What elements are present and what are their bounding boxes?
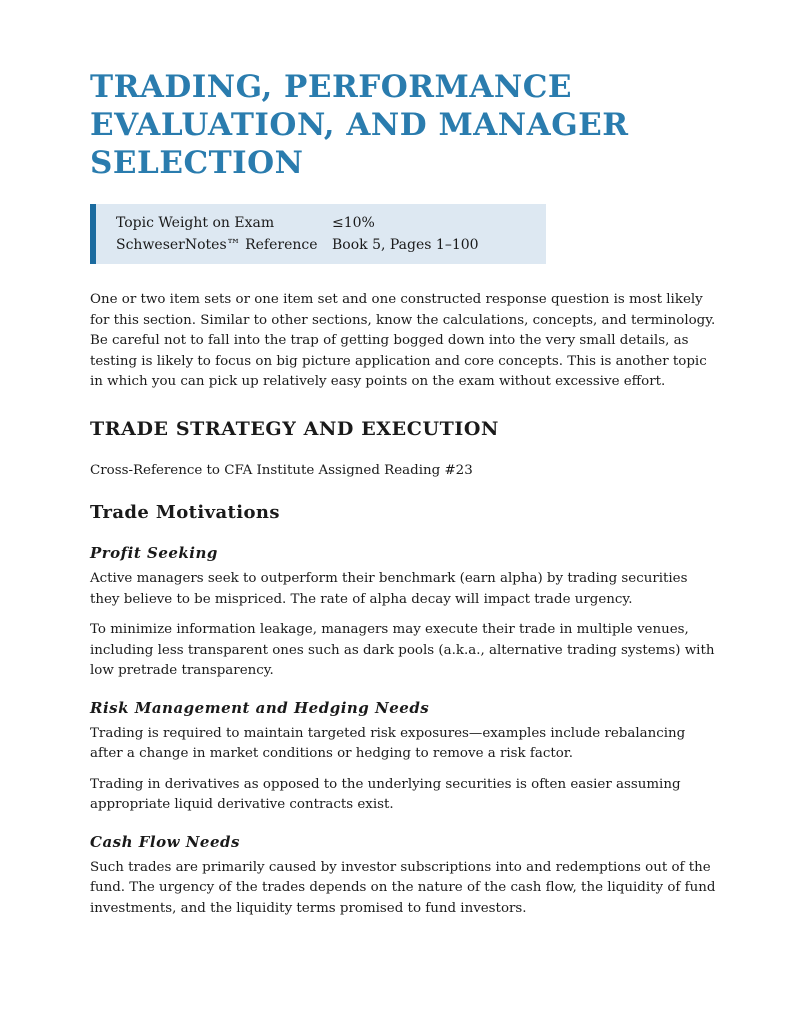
section-title: TRADE STRATEGY AND EXECUTION (90, 417, 499, 440)
intro-paragraph: One or two item sets or one item set and one constructed response question is most likely for this section. Similar to other sections, know the calculations, concepts, and terminology. Be careful not to fall into the trap of getting bogged down into the very small details, as testing is likely to focus on big picture application and core concepts. This is another topic in which you can pick up relatively easy points on the exam without excessive effort. (90, 292, 716, 389)
intro-block (90, 290, 720, 393)
chapter-title (90, 68, 720, 182)
topic-info-box (90, 204, 546, 264)
reference-label: SchweserNotes™ Reference (116, 237, 318, 253)
topic-weight-row (116, 212, 546, 234)
topic-title-cash-flow: Cash Flow Needs (90, 832, 240, 851)
cash-flow-paragraph-1: Such trades are primarily caused by investor subscriptions into and redemptions out of the fund. The urgency of the trades depends on the nature of the cash flow, the liquidity of fund investments, and the liquidity terms promised to fund investors. (90, 859, 716, 916)
profit-seeking-paragraph-1: Active managers seek to outperform their benchmark (earn alpha) by trading securities they believe to be mispriced. The rate of alpha decay will impact trade urgency. (90, 571, 688, 607)
reference-value: Book 5, Pages 1–100 (332, 237, 479, 253)
subsection-title: Trade Motivations (90, 502, 280, 523)
document-page (90, 68, 720, 929)
profit-seeking-paragraph-2: To minimize information leakage, managers may execute their trade in multiple venues, including less transparent ones such as dark pools (a.k.a., alternative trading systems) with low pretrade transparency. (90, 622, 715, 678)
reference-row (116, 234, 546, 256)
risk-management-paragraph-1: Trading is required to maintain targeted risk exposures—examples include rebalancing after a change in market conditions or hedging to remove a risk factor. (90, 725, 686, 761)
cross-reference: Cross-Reference to CFA Institute Assigned Reading #23 (90, 462, 473, 478)
chapter-title-line-2: EVALUATION, AND MANAGER (90, 107, 629, 143)
topic-weight-label: Topic Weight on Exam (116, 215, 275, 231)
risk-management-paragraph-2: Trading in derivatives as opposed to the underlying securities is often easier assuming appropriate liquid derivative contracts exist. (90, 776, 681, 812)
topic-title-profit-seeking: Profit Seeking (90, 544, 218, 562)
chapter-title-line-1: TRADING, PERFORMANCE (90, 69, 573, 105)
topic-weight-value: ≤10% (332, 215, 375, 231)
topic-title-risk-management: Risk Management and Hedging Needs (90, 698, 430, 717)
chapter-title-line-3: SELECTION (90, 145, 304, 181)
